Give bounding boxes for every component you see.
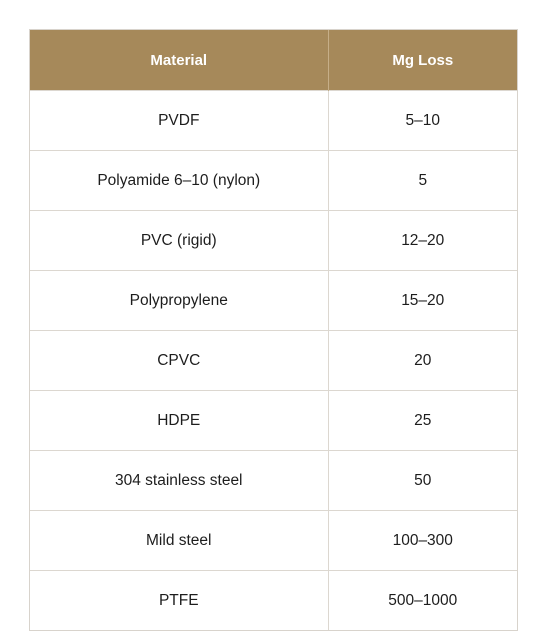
mg-loss-cell: 500–1000 <box>328 571 517 631</box>
material-mg-loss-table <box>30 30 517 630</box>
table-row <box>30 211 517 271</box>
column-header-mg-loss: Mg Loss <box>328 30 517 91</box>
material-cell: CPVC <box>30 331 328 391</box>
column-header-material: Material <box>30 30 328 91</box>
mg-loss-cell: 15–20 <box>328 271 517 331</box>
material-cell: Mild steel <box>30 511 328 571</box>
mg-loss-cell: 5 <box>328 151 517 211</box>
material-cell: Polyamide 6–10 (nylon) <box>30 151 328 211</box>
table-row <box>30 151 517 211</box>
material-cell: 304 stainless steel <box>30 451 328 511</box>
mg-loss-cell: 50 <box>328 451 517 511</box>
mg-loss-cell: 5–10 <box>328 91 517 151</box>
table-row <box>30 571 517 631</box>
material-cell: PTFE <box>30 571 328 631</box>
mg-loss-cell: 20 <box>328 331 517 391</box>
material-cell: HDPE <box>30 391 328 451</box>
table-row <box>30 391 517 451</box>
table-row <box>30 511 517 571</box>
table-row <box>30 91 517 151</box>
data-table-container <box>29 29 518 631</box>
material-cell: PVC (rigid) <box>30 211 328 271</box>
mg-loss-cell: 12–20 <box>328 211 517 271</box>
header-row <box>30 30 517 91</box>
material-cell: PVDF <box>30 91 328 151</box>
table-row <box>30 331 517 391</box>
table-row <box>30 451 517 511</box>
table-row <box>30 271 517 331</box>
mg-loss-cell: 25 <box>328 391 517 451</box>
material-cell: Polypropylene <box>30 271 328 331</box>
mg-loss-cell: 100–300 <box>328 511 517 571</box>
